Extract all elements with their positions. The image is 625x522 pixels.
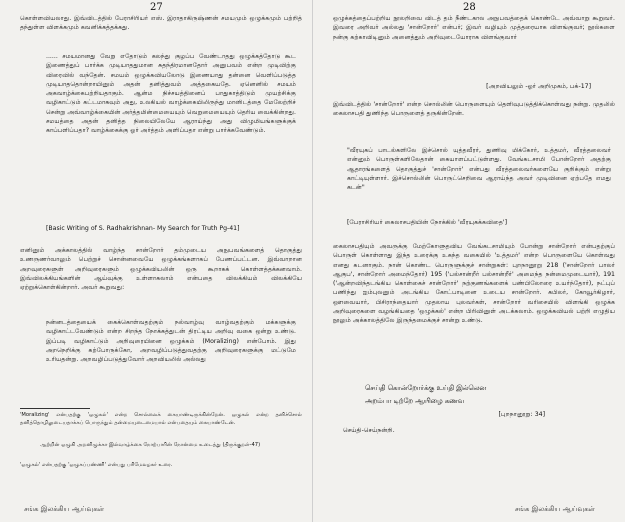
footnote-1: 'Moralizing' என்பதற்கு 'ஒழுகல்' என்ற சொல்லைக் கையாண்டிருக்கின்றேன். ஒழுகல் என்ற தனிச்சொல் தனித்தொழிலுடையதாக்கப் பொருந்தும் தன்மையுடைமையால் என்பதையும் கையாண்டேன். [20,412,302,426]
source-1: [அறவியலும் -ஓர் அறிமுகம், பக்-17] [486,83,591,90]
paragraph-3: கைலாசபதியும் அவருக்கு மேற்கோளுதவிய வேங்கடசாமியும் போன்று சான்றோர் என்பதற்குப் பொருள் கொள்ளாது இந்த உரைக்கு உகந்த வகையில் 'உத்தமர்' என்ற பொருளையே கொள்வது எனது கடனாகும். நான் கொண்ட பொருளுக்குச் சான்றுகள்: புறநானூறு 218 ('சான்றோர் பாலர் ஆகுப', சான்றோர் அமைந்தோர்) 195 ('பல்சான்றீர் பல்சான்றீர்' அமைந்த நன்மைமுடையார்), 191 ('ஆன்றவிந்தடங்கிய கொள்கைச் சான்றோர்' நற்குணங்களைக் பண்பிலோரை உயர்ந்தோர்), நட்புப் பணிந்து ஐம்புலனும் அடங்கிய கோட்பாடினை உடைய சான்றோர். கபிலர், கோவூர்கிழார், ஔவையார், பிசிராந்தையார் முதலாய புலவர்கள், சான்றோர் வரிசையில் விளங்கி ஒழுக்க அறிவுரைகளை வழங்கியதை 'ஒழுக்கல்' என்ற பிரிவினுள் அடக்கலாம். ஒழுக்கவியல் பற்றி எழுதிய நூலும் அக்காலத்திலே இருந்தமைக்குச் சான்று உண்டு. [333,243,615,325]
page-number: 28 [463,2,476,13]
page-footer: சங்க இலக்கிய ஆய்வுகள் [24,505,105,513]
paragraph-3: நன்னடத்தையைக் கைக்கொள்வதற்கும் நல்வாழ்வு வாழ்வதற்கும் மக்களுக்கு வழிகாட்டவேண்டும் என்ற சிறந்த நோக்கத்துடன் திரட்டிய அறிவு வகை ஒன்று உண்டு. இப்படி வழிகாட்டும் அறிவுரையினை ஒழுக்கம் (Moralizing) என்போம். இது அறநெறிக்கு கற்போருக்கோ, அறவழிப்படுத்துவதற்கு அறிவுரைகளுக்கு மட்டுமே உரியதன்று. அறவழிப்படுத்துவோர் அறவியலில் அல்லது [46,319,296,364]
paragraph-1: ஒழுக்கத்தைப்பற்றிய நூலறிவை விடத் தம் நீண்டகால அநுபவத்தைக் கொண்டே அவ்வாறு கூறுவர். இவரை அறிவர் அல்லது 'சான்றோர்' என்பர்; இவர் வழியும் முத்தரையாக விளங்குவர்; நூல்களை நன்கு கற்காவிடினும் அனைத்தும் அறிவுடையோராக விளங்குவார் [333,15,615,41]
verse-line-2: அறம்பா டிற்றே ஆயிழை கணவ [365,397,465,405]
paragraph-2: எனினும் அக்காலத்தில் வாழ்ந்த சான்றோர் தம்முடைய அநுபவங்களைத் தொகுத்து உணருணர்வாலும் பெற்றுச் சொன்னவையே ஒழுக்கங்களாகப் பேணப்பட்டன. இவ்வாறான அறவுரைகளுள் அறிவுரைகளும் ஒழுக்கவியலின் ஒரு கூறாகக் கொள்ளத்தக்கனவாம். இவ்விலக்கியங்களின் ஆய்வுக்கு உள்ளாகலாம் என்பதை விலக்கியம் விலக்கியே ஏற்றுக்கொள்கின்றார். அவர் கூறுவது: [20,247,302,292]
verse-source: [புறநானூறு: 34] [498,411,545,418]
block-quote: "வீரயுகப் பாடல்களிலே இச்சொல் யுத்தவீரர், துணிவு மிக்கோர், உத்தமர், வீரத்தலைவர் என்னும் பொருள்களிலேதான் கையாளப்பட்டுள்ளது. வேங்கடசாமி போன்றோர் அதற்கு ஆதாரங்களைத் தொகுத்துச் 'சான்றோர்' என்பது வீரத்தலைவர்களையே குறிக்கும் என்று காட்டியுள்ளார். இச்சொல்லின் பொருட்செறிவை ஆராய்ந்த அவர் முடிவினை ஏற்பதே எமது கடன்" [347,147,611,192]
verse-gloss: செய்தி-செய்நன்றி. [343,427,395,434]
source-2: [பேராசிரியர் கைலாசபதியின் நோக்கில் 'வீரயுகக்கவிதை'] [347,219,508,226]
quote-source: [Basic Writing of S. Radhakrishnan- My Search for Truth Pg-41] [46,225,240,232]
page-footer: சங்க இலக்கிய ஆய்வுகள் [514,505,595,513]
page-number: 27 [150,2,163,13]
footnote-rule [20,408,90,409]
paragraph-2: இவ்விடத்தில் 'சான்றோர்' என்ற சொல்லின் பொருளையும் தெளிவுபடுத்திக்கொள்வது நன்று. முதலில் கைலாசபதி துணிந்த பொருளைத் தருகின்றேன். [333,101,615,118]
footnote-3: 'ஒழுகல்' என்பதற்கு 'ஒழுகப்பண்ணி' என்பது பரிமேலழகர் உரை. [20,462,173,468]
footnote-2: ஆற்றின் ஒழுகி அறனிழுக்கா இல்வாழ்க்கை நோற்பாரின் நோன்மை உடைத்து (திருக்குறள்-47) [40,442,261,448]
intro-paragraph: கொள்ளவியலாது. இவ்விடத்தில் பேராசிரியர் எஸ். இராதாகிருஷ்ணன் சமயமும் ஒழுக்கமும் பற்றித் தந்துள்ள விளக்கமும் கவனிக்கத்தக்கது. [20,15,302,32]
right-page [313,0,625,522]
verse-line-1: செய்தி கொன்றோர்க்கு உய்தி இல்லென [365,384,486,392]
block-quote: ...... சமயமானது வேறு எதோடும் கலந்து குழப்ப வேண்டாதது ஒழுக்கத்தோடு கூட இணைத்துப் பார்க்க முடியாததுமான சுதந்திரமானதோர் அனுபவம் என்ற முடிவிற்கு விரைவில் வந்தேன். சமயம் ஒழுக்கவியலோடு இணையாது தன்னை வெளிப்படுத்த முடியாததொன்றாயினும் அதன் தனித்துவம் அத்தகையதே. ஏனெனில் சமயம் அகவாழ்க்கைபற்றியதாகும். ஆன்ம நிச்சயத்தினைப் பாதுகாத்திடும் முயற்சிக்கு வழிகாட்டும் கட்டமாகவும் அது, உலகியல் வாழ்க்கையிலிருந்து மானிடத்தை மேலேற்றிச் சென்று அவ்வாழ்க்கையின் அர்த்தமின்மையையும் வெறுமையையும் தெரிய வைக்கின்றது. சமயத்தை அதன் தனித்த நிலையிலேயே ஆராய்ந்து அது விழுமியங்களுக்குக் காப்பளிப்பதா? வாழ்க்கைக்கு ஓர் அர்த்தம் அளிப்பதா என்று பார்க்கவேண்டும். [46,53,296,135]
